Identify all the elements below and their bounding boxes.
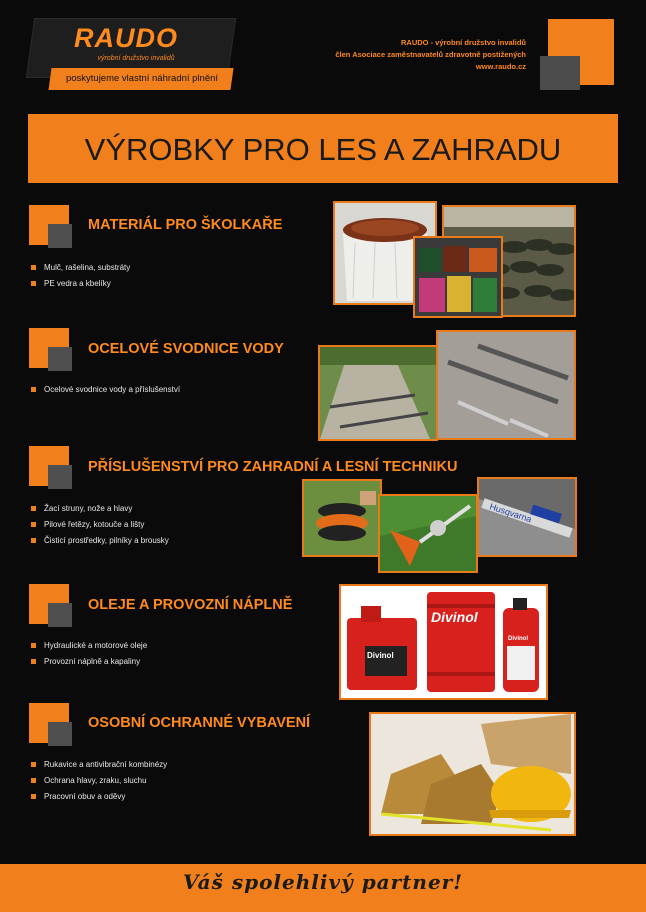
photo-trimmer-blade — [378, 494, 478, 573]
section-marker-gray — [48, 722, 72, 746]
brand-subtitle: výrobní družstvo invalidů — [97, 55, 175, 62]
list-item: Ocelové svodnice vody a příslušenství — [31, 384, 180, 400]
website-link[interactable]: www.raudo.cz — [475, 62, 526, 71]
tagline: poskytujeme vlastní náhradní plnění — [65, 73, 219, 84]
drum-brand-label: Divinol — [431, 609, 478, 625]
list-item: Pracovní obuv a oděvy — [31, 791, 167, 807]
can-brand-label: Divinol — [367, 651, 394, 660]
list-item: Žací struny, nože a hlavy — [31, 503, 169, 519]
section-title: OSOBNÍ OCHRANNÉ VYBAVENÍ — [88, 715, 311, 731]
section-title: OCELOVÉ SVODNICE VODY — [88, 341, 284, 357]
section-list — [31, 384, 180, 400]
photo-forest-road-drains — [318, 345, 438, 441]
list-item: Provozní náplně a kapaliny — [31, 656, 147, 672]
section-marker-gray — [48, 224, 72, 248]
section-list — [31, 640, 147, 672]
section-marker-gray — [48, 603, 72, 627]
list-item: Ochrana hlavy, zraku, sluchu — [31, 775, 167, 791]
section-list — [31, 262, 130, 294]
company-info — [300, 37, 526, 73]
brand-logo: RAUDO — [74, 23, 178, 53]
list-item: Mulč, rašelina, substráty — [31, 262, 130, 278]
saw-brand-label: Husqvarna — [488, 501, 533, 525]
photo-steel-drains — [436, 330, 576, 440]
section-marker-gray — [48, 347, 72, 371]
section-title: OLEJE A PROVOZNÍ NÁPLNĚ — [88, 597, 293, 613]
association-membership: člen Asociace zaměstnavatelů zdravotně postižených — [335, 50, 526, 59]
footer-slogan: Váš spolehlivý partner! — [182, 870, 463, 894]
section-marker-gray — [48, 465, 72, 489]
photo-substrate-bags — [413, 236, 503, 318]
list-item: Rukavice a antivibrační kombinézy — [31, 759, 167, 775]
photo-chainsaw-bar — [477, 477, 577, 557]
section-title: MATERIÁL PRO ŠKOLKAŘE — [88, 217, 283, 233]
section-list — [31, 759, 167, 807]
list-item: Hydraulické a motorové oleje — [31, 640, 147, 656]
list-item: Pilové řetězy, kotouče a lišty — [31, 519, 169, 535]
photo-trimmer-head — [302, 479, 382, 557]
bottle-brand-label: Divinol — [508, 636, 529, 642]
company-name: RAUDO - výrobní družstvo invalidů — [400, 38, 526, 47]
section-list — [31, 503, 169, 551]
section-title: PŘÍSLUŠENSTVÍ PRO ZAHRADNÍ A LESNÍ TECHNIKU — [88, 459, 458, 475]
photo-oils — [339, 584, 548, 700]
photo-safety-gear — [369, 712, 576, 836]
decor-square-gray — [540, 56, 580, 90]
list-item: Čisticí prostředky, pilníky a brousky — [31, 535, 169, 551]
page-title: VÝROBKY PRO LES A ZAHRADU — [84, 132, 562, 167]
list-item: PE vedra a kbelíky — [31, 278, 130, 294]
